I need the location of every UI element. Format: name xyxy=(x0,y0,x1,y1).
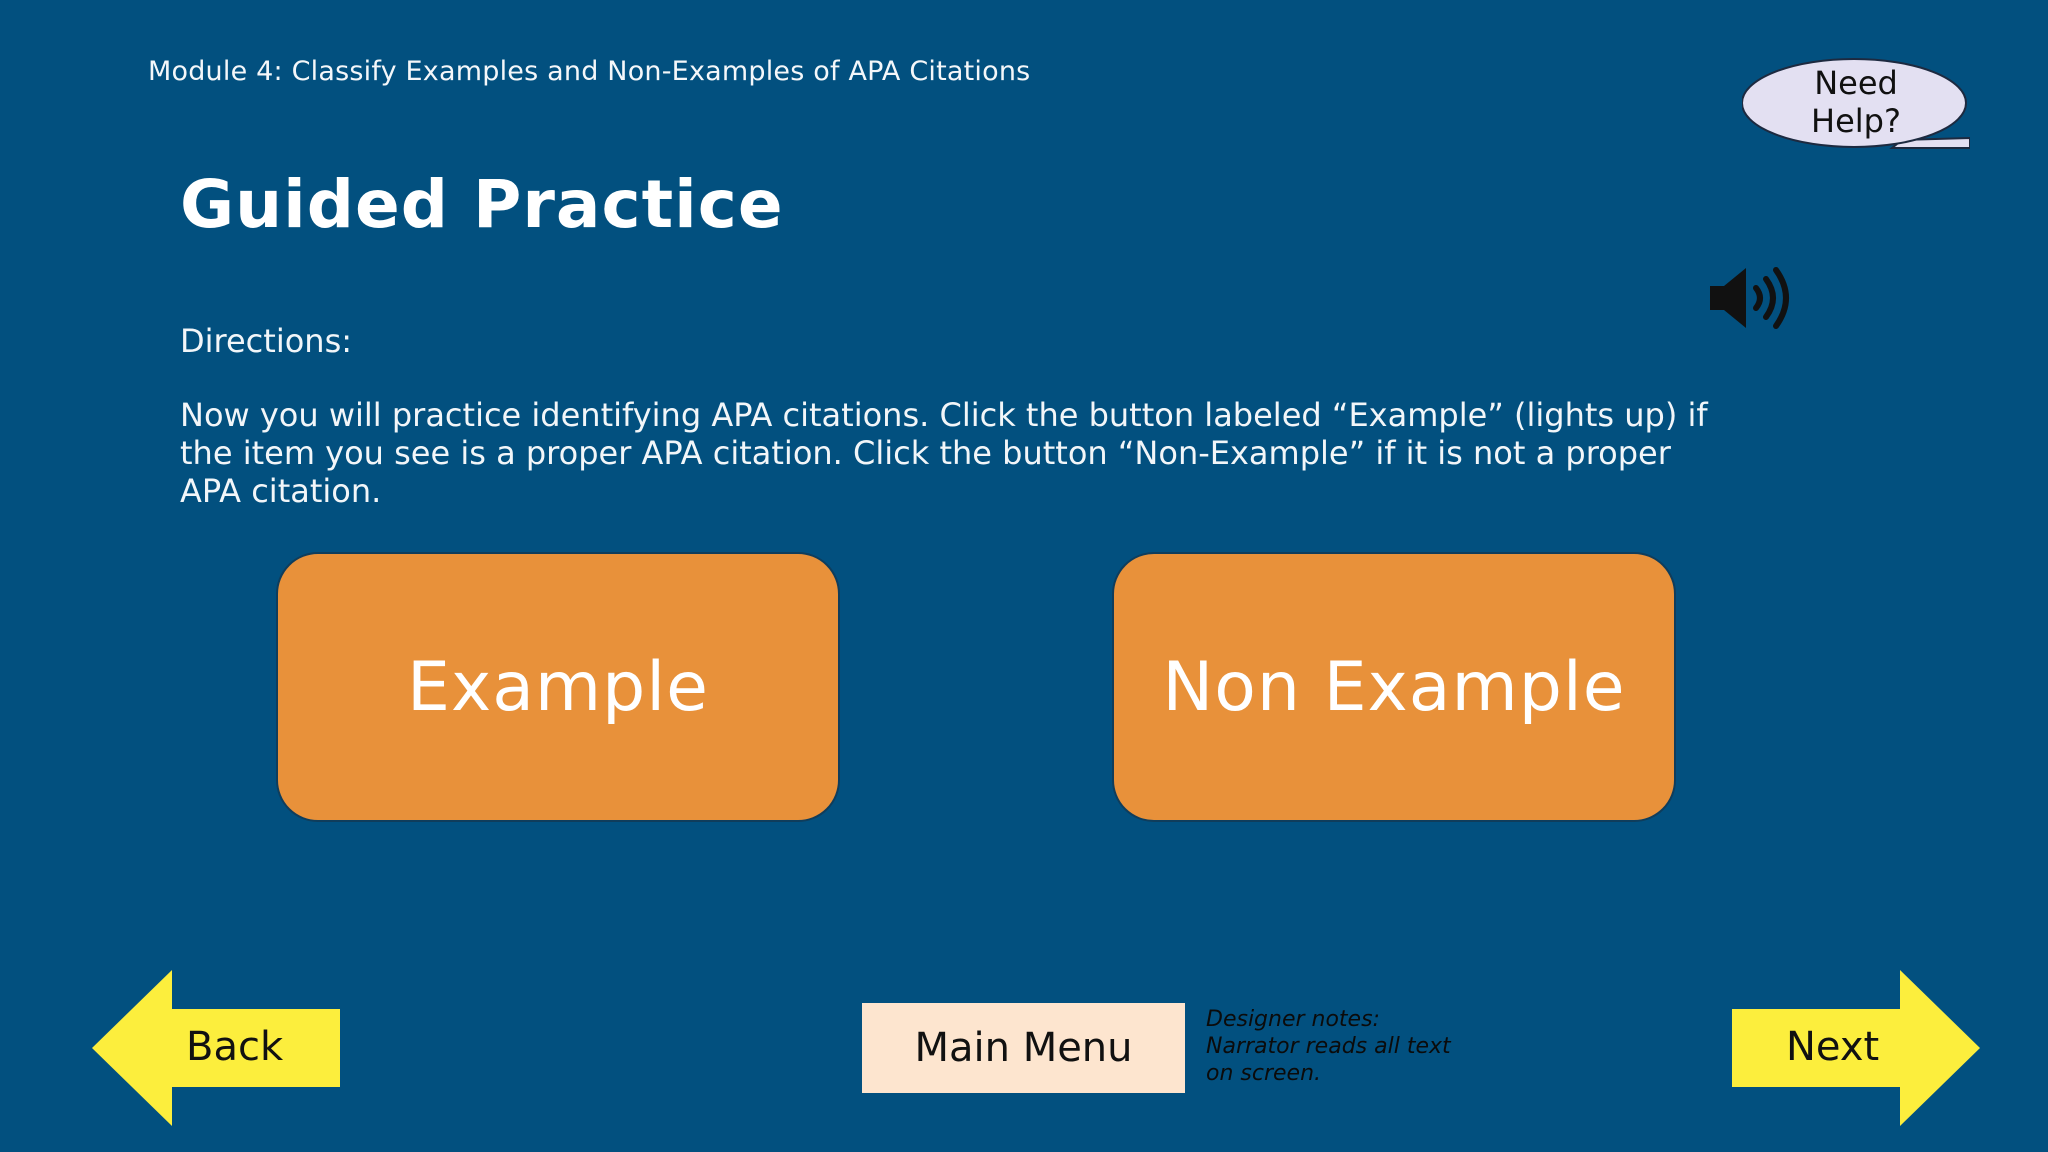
example-button-label: Example xyxy=(406,647,709,727)
designer-notes-line-1: Designer notes: xyxy=(1206,1007,1380,1032)
speaker-icon[interactable] xyxy=(1706,262,1794,334)
directions-label: Directions: xyxy=(180,322,353,360)
next-button[interactable] xyxy=(1730,968,1982,1128)
back-button[interactable] xyxy=(90,968,342,1128)
designer-notes-line-2: Narrator reads all text xyxy=(1206,1034,1451,1059)
directions-text: Now you will practice identifying APA citations. Click the button labeled “Example” (lights up) if the item you see is a proper APA citation. Click the button “Non-Example” if it is not a proper APA citation. xyxy=(180,396,1708,510)
module-title: Module 4: Classify Examples and Non-Examples of APA Citations xyxy=(148,56,1031,87)
designer-notes xyxy=(1206,1006,1506,1087)
need-help-button[interactable] xyxy=(1742,58,1970,150)
example-button[interactable] xyxy=(276,552,840,822)
main-menu-button[interactable] xyxy=(862,1003,1185,1093)
main-menu-label: Main Menu xyxy=(914,1025,1133,1071)
non-example-button-label: Non Example xyxy=(1162,647,1626,727)
help-line-2: Help? xyxy=(1811,102,1901,140)
need-help-label xyxy=(1742,64,1970,140)
next-label: Next xyxy=(1786,1024,1880,1070)
help-line-1: Need xyxy=(1814,64,1898,102)
non-example-button[interactable] xyxy=(1112,552,1676,822)
page-title: Guided Practice xyxy=(180,166,784,243)
designer-notes-line-3: on screen. xyxy=(1206,1061,1322,1086)
back-label: Back xyxy=(186,1024,284,1070)
